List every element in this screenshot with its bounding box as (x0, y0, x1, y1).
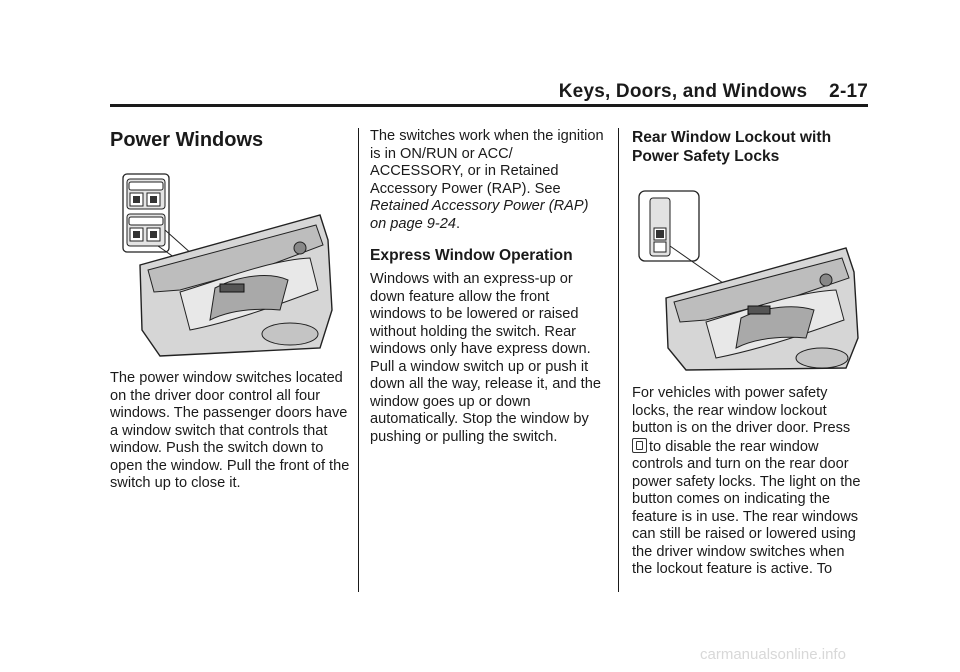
header-text (559, 81, 868, 103)
heading-express-window: Express Window Operation (370, 247, 573, 264)
heading-power-windows: Power Windows (110, 129, 264, 151)
header-rule (110, 104, 868, 107)
ignition-text-intro: The switches work when the ignition is in ON/RUN or ACC/ ACCESSORY, or in Retained Accessory Power (RAP). See (370, 128, 604, 197)
column-3 (632, 128, 868, 166)
lockout-text-post: to disable the rear window controls and turn on the rear door power safety locks. The light on the button comes on indicating the feature is in use. The rear windows can still be raised or lowered using the driver window switches when the lockout feature is active. To (632, 438, 861, 577)
watermark: carmanualsonline.info (700, 646, 846, 663)
door-lockout-button-illustration (636, 188, 864, 377)
lockout-figure-svg (636, 188, 864, 372)
column-1 (110, 128, 350, 152)
column-separator-2 (618, 128, 619, 592)
door-figure-svg (120, 170, 342, 360)
express-window-text: Windows with an express-up or down feature allow the front windows to be lowered or raised without holding the switch. Rear windows only have express down. Pull a window switch up or push it down all the way, release it, and the window goes up or down automatically. Stop the window by pushing or pulling the switch. (370, 271, 601, 445)
page-number: 2-17 (829, 81, 868, 102)
column-1-body (110, 370, 352, 493)
heading-rear-window-lockout: Rear Window Lockout with Power Safety Locks (632, 129, 832, 165)
lockout-text (632, 385, 868, 579)
column-2 (370, 128, 608, 446)
rap-reference-link[interactable]: Retained Accessory Power (RAP) on page 9-24 (370, 198, 589, 232)
power-windows-text: The power window switches located on the driver door control all four windows. The passenger doors have a window switch that controls that window. Push the switch down to open the window. Pull the front of the switch up to close it. (110, 370, 350, 491)
ignition-text (370, 128, 608, 233)
ref-period: . (456, 215, 461, 232)
door-window-switch-illustration (120, 170, 342, 365)
lockout-text-pre: For vehicles with power safety locks, the rear window lockout button is on the driver door. Press (632, 385, 851, 436)
page-header (110, 78, 868, 106)
column-3-body (632, 385, 868, 579)
window-lockout-icon (632, 438, 647, 453)
section-title: Keys, Doors, and Windows (558, 81, 808, 102)
column-separator-1 (358, 128, 359, 592)
